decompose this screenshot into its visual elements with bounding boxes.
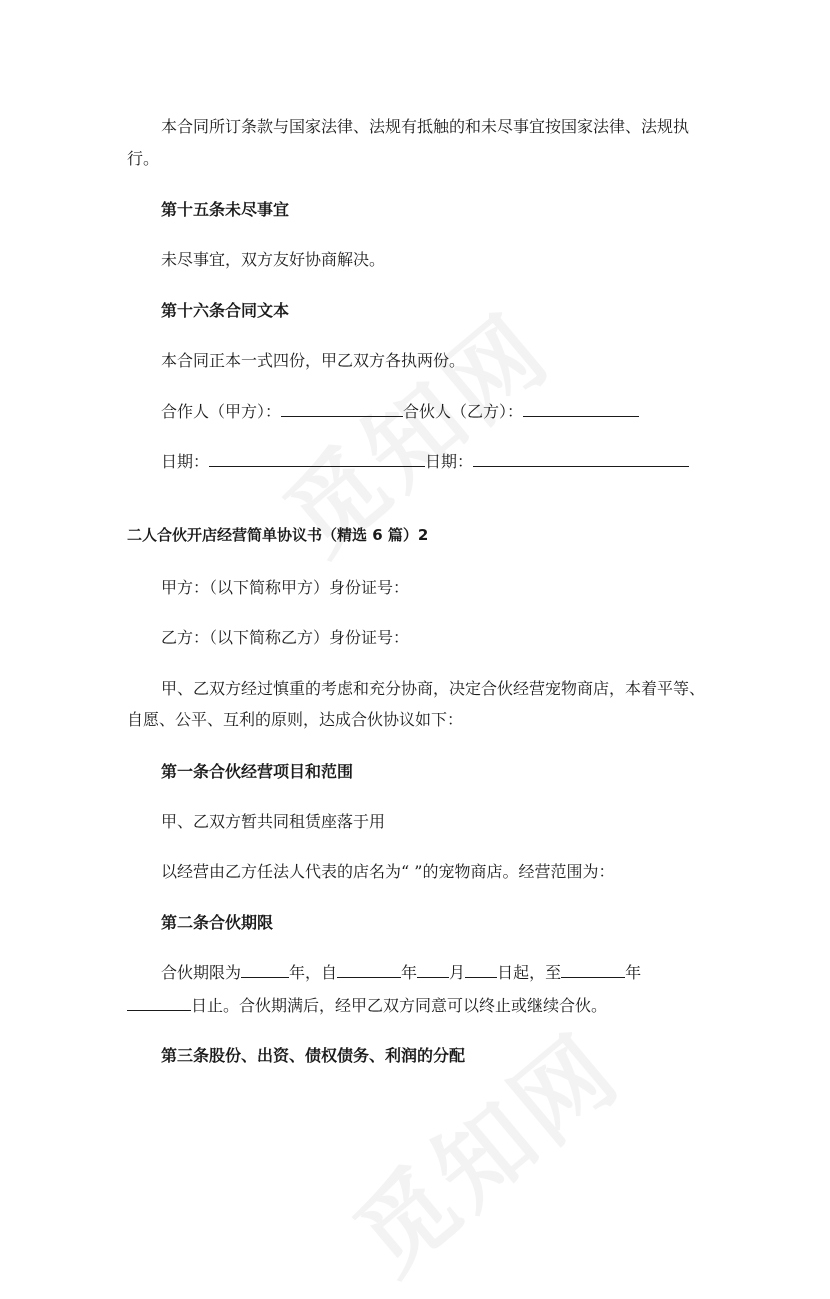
party-b-blank bbox=[523, 402, 639, 417]
end-year-blank bbox=[561, 963, 625, 978]
article-heading: 第十五条未尽事宜 bbox=[161, 200, 290, 219]
term-line bbox=[161, 963, 641, 983]
paragraph-line: 自愿、公平、互利的原则，达成合伙协议如下： bbox=[127, 710, 464, 729]
date-blank bbox=[209, 452, 425, 467]
day-blank bbox=[465, 963, 497, 978]
paragraph-line: 行。 bbox=[127, 149, 160, 168]
years-blank bbox=[241, 963, 289, 978]
date-line bbox=[161, 452, 689, 472]
paragraph-line: 本合同所订条款与国家法律、法规有抵触的和未尽事宜按国家法律、法规执 bbox=[161, 117, 690, 136]
date-label: 日期： bbox=[425, 452, 474, 471]
term-text: 年，自 bbox=[289, 963, 338, 982]
party-b-label: 合伙人（乙方）： bbox=[403, 402, 524, 421]
section-title: 二人合伙开店经营简单协议书（精选 6 篇）2 bbox=[127, 526, 429, 544]
article-heading: 第二条合伙期限 bbox=[161, 913, 274, 932]
term-text: 合伙期限为 bbox=[161, 963, 242, 982]
signature-line bbox=[161, 402, 639, 422]
party-a-label: 合作人（甲方）： bbox=[161, 402, 282, 421]
paragraph-line: 甲方：（以下简称甲方）身份证号： bbox=[161, 578, 410, 597]
term-text: 年 bbox=[625, 963, 642, 982]
term-text: 月 bbox=[449, 963, 466, 982]
article-heading: 第十六条合同文本 bbox=[161, 301, 290, 320]
paragraph-line: 甲、乙双方暂共同租赁座落于用 bbox=[161, 812, 386, 831]
date-label: 日期： bbox=[161, 452, 210, 471]
end-date-blank bbox=[127, 996, 191, 1011]
month-blank bbox=[417, 963, 449, 978]
party-a-blank bbox=[281, 402, 403, 417]
term-line bbox=[127, 996, 607, 1016]
paragraph-line: 以经营由乙方任法人代表的店名为“ ”的宠物商店。经营范围为： bbox=[161, 862, 615, 881]
paragraph-line: 未尽事宜，双方友好协商解决。 bbox=[161, 250, 386, 269]
term-text: 日起，至 bbox=[497, 963, 562, 982]
paragraph-line: 甲、乙双方经过慎重的考虑和充分协商，决定合伙经营宠物商店，本着平等、 bbox=[161, 679, 706, 698]
term-text: 年 bbox=[401, 963, 418, 982]
year-blank bbox=[337, 963, 401, 978]
paragraph-line: 本合同正本一式四份，甲乙双方各执两份。 bbox=[161, 351, 466, 370]
article-heading: 第三条股份、出资、债权债务、利润的分配 bbox=[161, 1046, 466, 1065]
paragraph-line: 乙方：（以下简称乙方）身份证号： bbox=[161, 628, 410, 647]
date-blank bbox=[473, 452, 689, 467]
term-text: 日止。合伙期满后，经甲乙双方同意可以终止或继续合伙。 bbox=[191, 996, 608, 1015]
article-heading: 第一条合伙经营项目和范围 bbox=[161, 762, 354, 781]
